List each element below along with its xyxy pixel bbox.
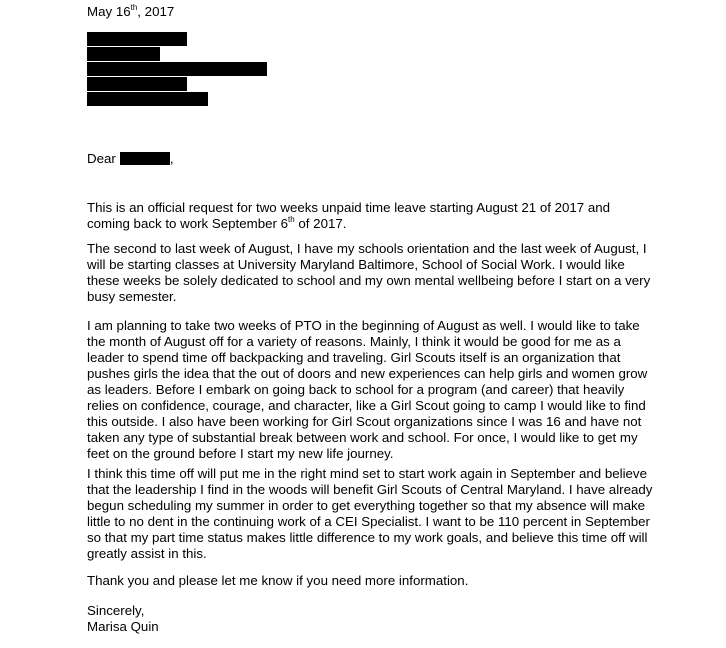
paragraph-line: the month of August off for a variety of reasons. Mainly, I think it would be good for me as a (87, 334, 621, 349)
paragraph-text: of 2017. (294, 216, 347, 231)
paragraph-mindset (87, 466, 653, 562)
paragraph-school (87, 241, 651, 305)
paragraph-line: so that my part time status makes little difference to my work goals, and believe this time off will (87, 530, 648, 545)
closing-block (87, 603, 647, 635)
redacted-address-line-3 (87, 62, 267, 76)
paragraph-line: begun scheduling my summer in order to get everything together so that my absence will make (87, 498, 646, 513)
signature-name: Marisa Quin (87, 619, 159, 634)
salutation-punctuation: , (169, 151, 174, 166)
paragraph-line: I think this time off will put me in the right mind set to start work again in September and believe (87, 466, 647, 481)
redacted-address-line-2 (87, 47, 160, 61)
paragraph-line: taken any type of substantial break between work and school. For once, I would like to get my (87, 430, 638, 445)
paragraph-line: as leaders. Before I embark on going back to school for a program (and career) that heavily (87, 382, 625, 397)
paragraph-line: Thank you and please let me know if you need more information. (87, 573, 469, 588)
return-date-ordinal: th (288, 214, 295, 224)
paragraph-line: little to no dent in the continuing work of a CEI Specialist. I want to be 110 percent in September (87, 514, 650, 529)
paragraph-line (87, 216, 647, 232)
date-text: May 16 (87, 4, 131, 19)
letter-date (87, 4, 174, 20)
paragraph-line: relies on confidence, courage, and character, like a Girl Scout going to camp I would like to find (87, 398, 646, 413)
paragraph-line: these weeks be solely dedicated to school and my own mental wellbeing before I start on a very (87, 273, 651, 288)
paragraph-line: that the leadership I find in the woods will benefit Girl Scouts of Central Maryland. I have already (87, 482, 653, 497)
salutation-text: Dear (87, 151, 116, 166)
paragraph-line: will be starting classes at University Maryland Baltimore, School of Social Work. I would like (87, 257, 625, 272)
date-ordinal: th (130, 2, 138, 12)
date-year: , 2017 (137, 4, 175, 19)
paragraph-line: leader to spend time off backpacking and traveling. Girl Scouts itself is an organization that (87, 350, 621, 365)
paragraph-request (87, 200, 647, 232)
paragraph-thanks (87, 573, 647, 589)
paragraph-text: coming back to work September 6 (87, 216, 289, 231)
redacted-recipient-name (120, 152, 170, 165)
redacted-address-line-5 (87, 92, 208, 106)
paragraph-line: This is an official request for two weeks unpaid time leave starting August 21 of 2017 and (87, 200, 611, 215)
paragraph-line: feet on the ground before I start my new life journey. (87, 446, 394, 461)
paragraph-line: this outside. I also have been working for Girl Scout organizations since I was 16 and have not (87, 414, 642, 429)
paragraph-line: pushes girls the idea that the out of doors and new experiences can help girls and women grow (87, 366, 648, 381)
paragraph-pto (87, 318, 647, 462)
paragraph-line: I am planning to take two weeks of PTO in the beginning of August as well. I would like to take (87, 318, 640, 333)
paragraph-line: The second to last week of August, I have my schools orientation and the last week of August, I (87, 241, 647, 256)
closing-text: Sincerely, (87, 603, 145, 618)
redacted-address-line-1 (87, 32, 187, 46)
paragraph-line: busy semester. (87, 289, 177, 304)
redacted-address-line-4 (87, 77, 187, 91)
paragraph-line: greatly assist in this. (87, 546, 207, 561)
salutation (87, 151, 174, 167)
